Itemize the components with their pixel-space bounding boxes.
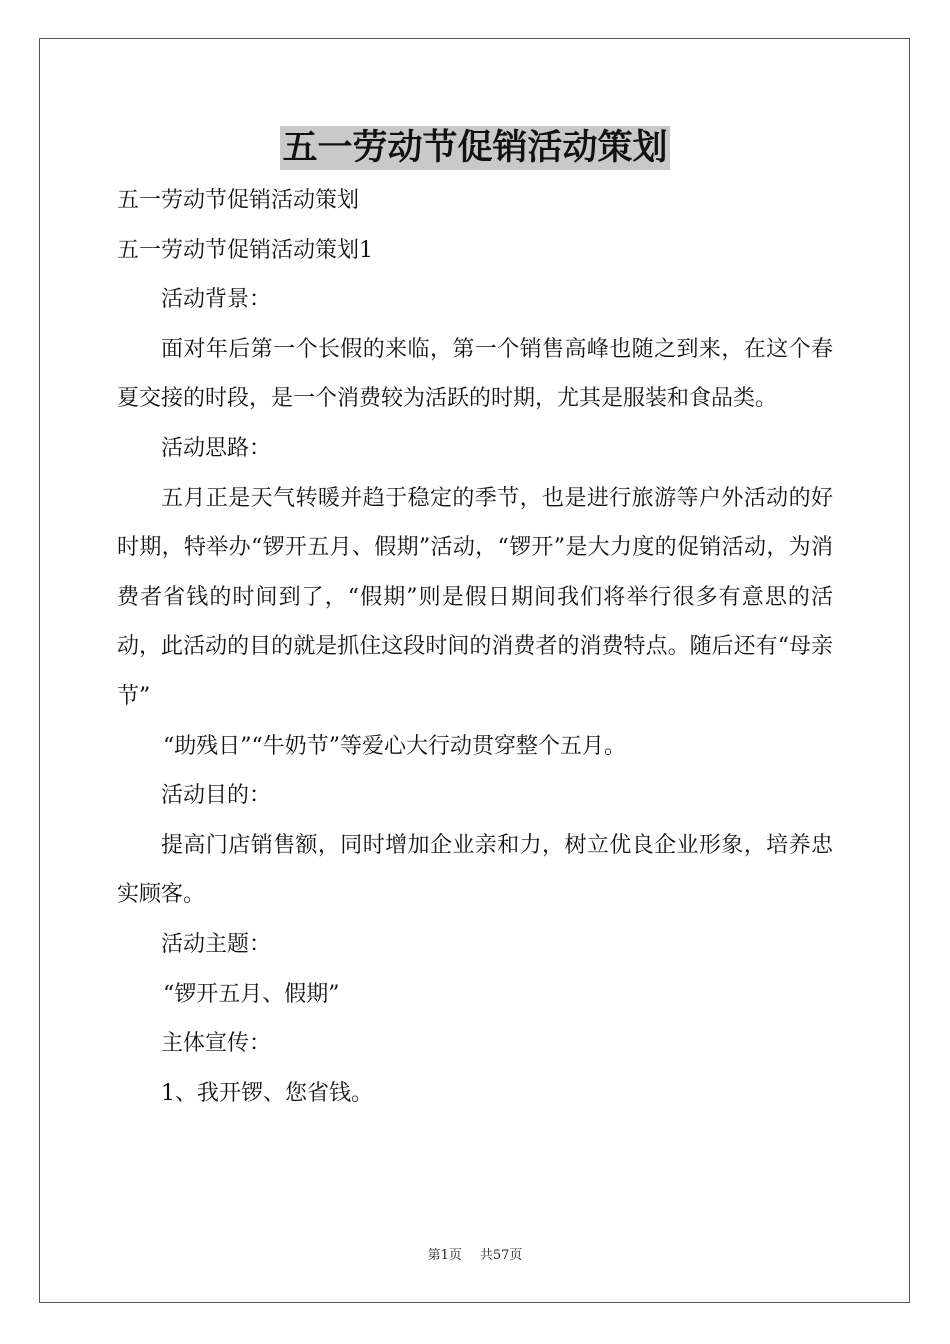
document-title: 五一劳动节促销活动策划	[282, 127, 668, 168]
page-total: 共57页	[479, 1248, 523, 1263]
document-body	[117, 176, 833, 1118]
paragraph-heading: 五一劳动节促销活动策划	[117, 188, 360, 213]
section-label-approach: 活动思路：	[161, 435, 272, 461]
paragraph-purpose: 提高门店销售额，同时增加企业亲和力，树立优良企业形象，培养忠实顾客。	[117, 832, 833, 908]
section-label-purpose: 活动目的：	[161, 783, 272, 809]
paragraph-theme: “锣开五月、假期”	[163, 981, 340, 1007]
paragraph-promotion-item-1: 1、我开锣、您省钱。	[161, 1080, 373, 1106]
paragraph-background: 面对年后第一个长假的来临，第一个销售高峰也随之到来，在这个春夏交接的时段，是一个消费较为活跃的时期，尤其是服装和食品类。	[117, 336, 833, 412]
paragraph-approach-continued: “助残日”“牛奶节”等爱心大行动贯穿整个五月。	[163, 733, 626, 759]
page-number: 第1页	[427, 1248, 462, 1263]
section-label-promotion: 主体宣传：	[161, 1031, 272, 1057]
section-label-background: 活动背景：	[161, 287, 272, 313]
page-footer	[0, 1247, 950, 1265]
paragraph-subheading: 五一劳动节促销活动策划1	[117, 237, 373, 263]
section-label-theme: 活动主题：	[161, 931, 272, 957]
title-container	[0, 126, 950, 170]
paragraph-approach: 五月正是天气转暖并趋于稳定的季节，也是进行旅游等户外活动的好时期，特举办“锣开五月、假期”活动，“锣开”是大力度的促销活动，为消费者省钱的时间到了，“假期”则是假日期间我们将举行很多有意思的活动，此活动的目的就是抓住这段时间的消费者的消费特点。随后还有“母亲节”	[117, 485, 833, 709]
